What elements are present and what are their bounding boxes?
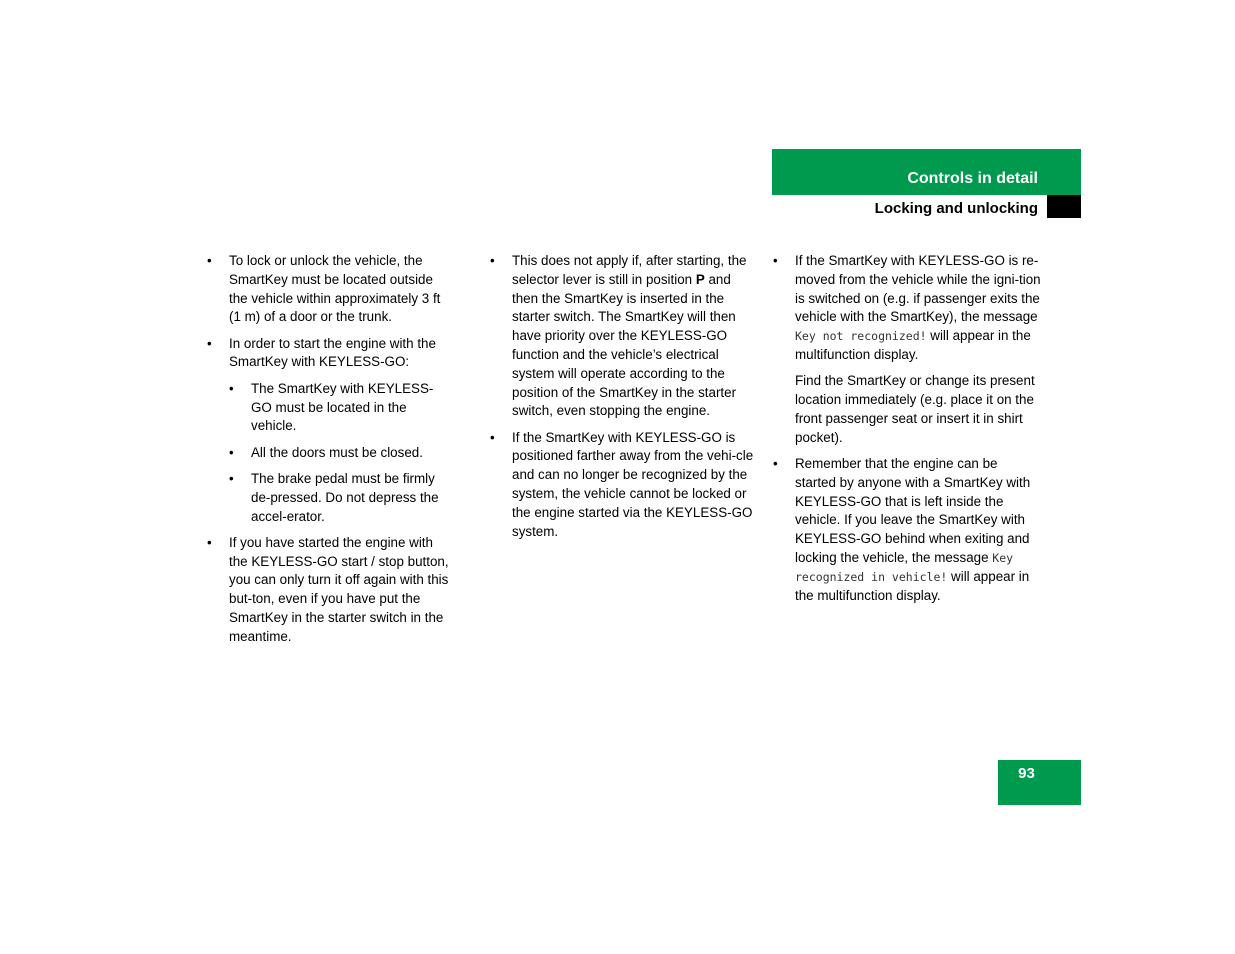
page-number: 93	[1018, 765, 1035, 782]
chapter-header-band	[772, 149, 1081, 195]
section-title: Locking and unlocking	[874, 200, 1038, 217]
page-number-tab	[998, 760, 1081, 805]
text-run: will appear in the multifunction display.	[795, 328, 1031, 362]
text-run: will appear in the multifunction display.	[795, 568, 1030, 603]
bullet-item: • If the SmartKey with KEYLESS-GO is positioned farther away from the vehi-cle and can no longer be recognized by the system, the vehicle cannot be locked or the engine started via the KEYLESS-GO system.	[490, 429, 755, 542]
bullet-item	[773, 252, 1041, 365]
bullet-item	[773, 455, 1041, 605]
bullet-item: • To lock or unlock the vehicle, the SmartKey must be located outside the vehicle within approximately 3 ft (1 m) of a door or the trunk.	[207, 252, 451, 327]
selector-position-p: P	[695, 271, 705, 287]
sub-bullet-item: • All the doors must be closed.	[229, 444, 451, 463]
sub-bullet-item: • The SmartKey with KEYLESS-GO must be located in the vehicle.	[229, 380, 451, 436]
text-run: This does not apply if, after starting, the selector lever is still in position	[512, 253, 747, 287]
section-marker	[1047, 195, 1081, 218]
chapter-title: Controls in detail	[907, 170, 1038, 187]
paragraph: Find the SmartKey or change its present location immediately (e.g. place it on the front passenger seat or insert it in shirt pocket).	[795, 373, 1035, 445]
bullet-item	[490, 252, 755, 421]
text-column-2	[490, 252, 755, 549]
bullet-item: • If you have started the engine with the KEYLESS-GO start / stop button, you can only turn it off again with this but-ton, even if you have put the SmartKey in the starter switch in the meantime.	[207, 534, 451, 647]
text-run: Remember that the engine can be started by anyone with a SmartKey with KEYLESS-GO that is left inside the vehicle. If you leave the SmartKey with KEYLESS-GO behind when exiting and locking the vehicle, the message	[795, 455, 1031, 565]
text-column-1	[207, 252, 451, 654]
bullet-item: • In order to start the engine with the SmartKey with KEYLESS-GO:	[207, 335, 451, 373]
display-message: Key recognized in vehicle!	[795, 550, 1014, 584]
text-run: and then the SmartKey is inserted in the starter switch. The SmartKey will then have priority over the KEYLESS-GO function and the vehicle’s electrical system will operate according to the position of the SmartKey in the starter switch, even stopping the engine.	[512, 271, 737, 419]
text-column-3	[773, 252, 1041, 613]
text-run: If the SmartKey with KEYLESS-GO is re-moved from the vehicle while the igni-tion is switched on (e.g. if passenger exits the vehicle with the SmartKey), the message	[795, 253, 1041, 325]
sub-bullet-item: • The brake pedal must be firmly de-pressed. Do not depress the accel-erator.	[229, 470, 451, 526]
display-message: Key not recognized!	[795, 329, 927, 344]
